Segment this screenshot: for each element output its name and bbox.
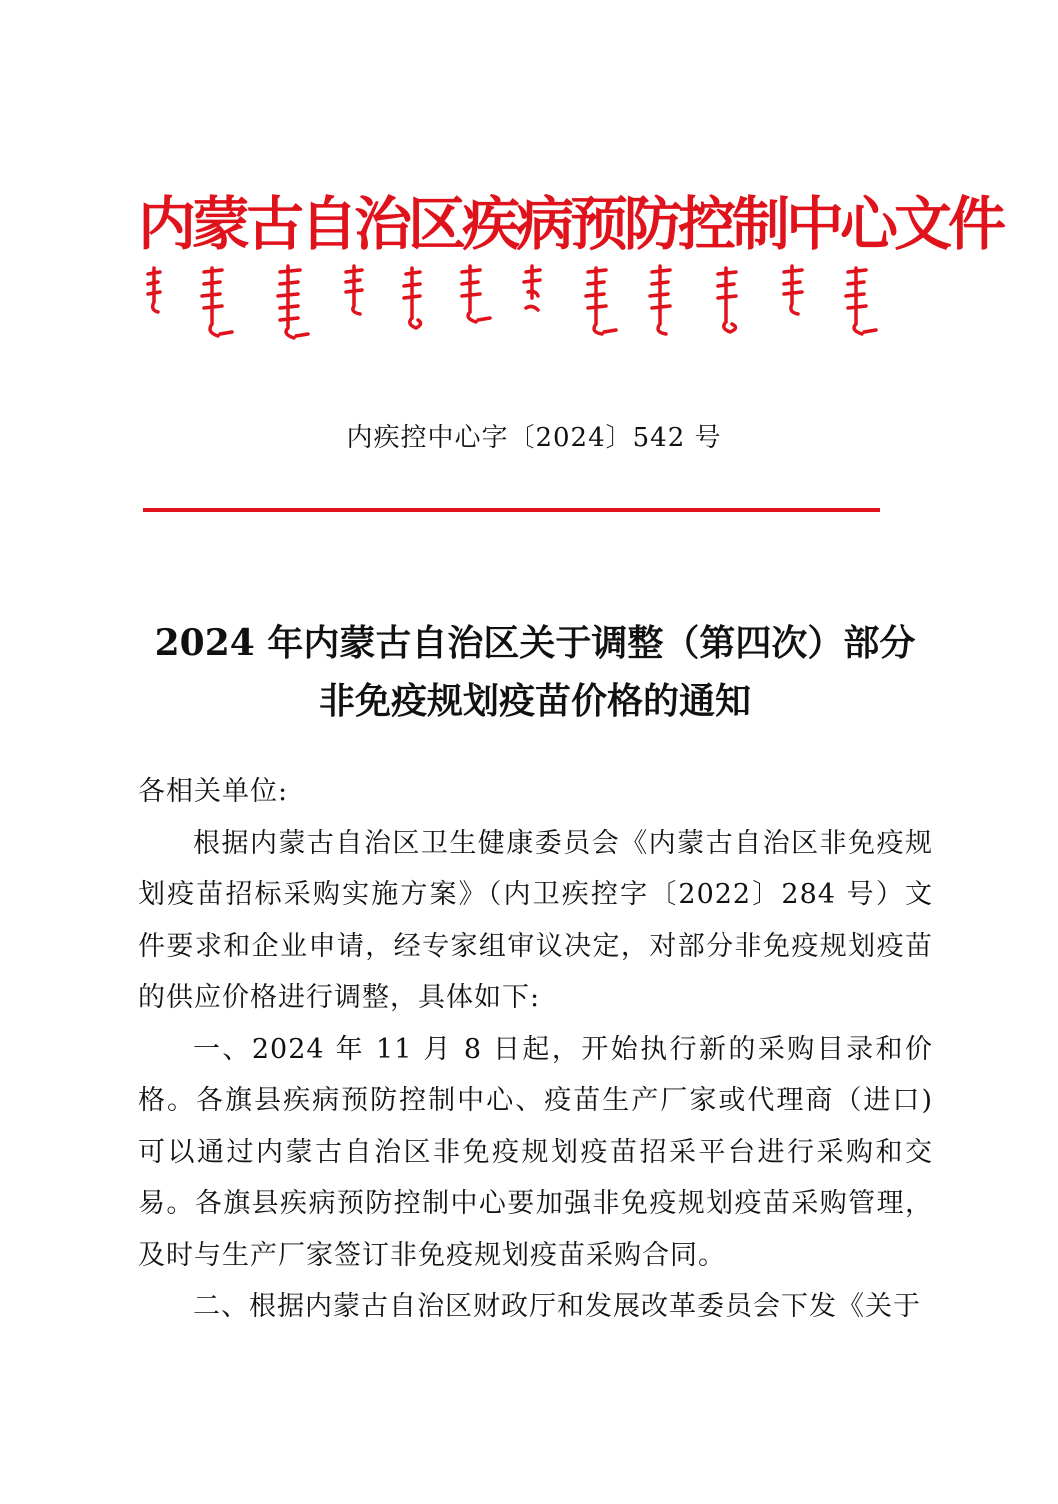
org-header-title: 内蒙古自治区疾病预防控制中心文件 [138,190,1003,258]
notice-title-line-1: 2024 年内蒙古自治区关于调整（第四次）部分 [154,622,916,664]
red-divider-line [143,508,880,512]
body-paragraph-2: 一、2024 年 11 月 8 日起，开始执行新的采购目录和价格。各旗县疾病预防控制中心、疫苗生产厂家或代理商（进口)可以通过内蒙古自治区非免疫规划疫苗招采平台进行采购和交易。各旗县疾病预防控制中心要加强非免疫规划疫苗采购管理，及时与生产厂家签订非免疫规划疫苗采购合同。 [138,1033,933,1271]
mongolian-script-logo [140,262,885,342]
notice-title-line-2: 非免疫规划疫苗价格的通知 [318,680,751,722]
salutation: 各相关单位: [138,776,289,807]
document-body [138,766,933,1333]
notice-title [120,614,950,730]
body-paragraph-3: 二、根据内蒙古自治区财政厅和发展改革委员会下发《关于 [193,1291,921,1322]
document-number: 内疾控中心字〔2024〕542 号 [346,423,722,453]
body-paragraph-1: 根据内蒙古自治区卫生健康委员会《内蒙古自治区非免疫规划疫苗招标采购实施方案》（内卫疾控字〔2022〕284 号）文件要求和企业申请，经专家组审议决定，对部分非免疫规划疫苗的供应价格进行调整，具体如下: [138,827,933,1013]
